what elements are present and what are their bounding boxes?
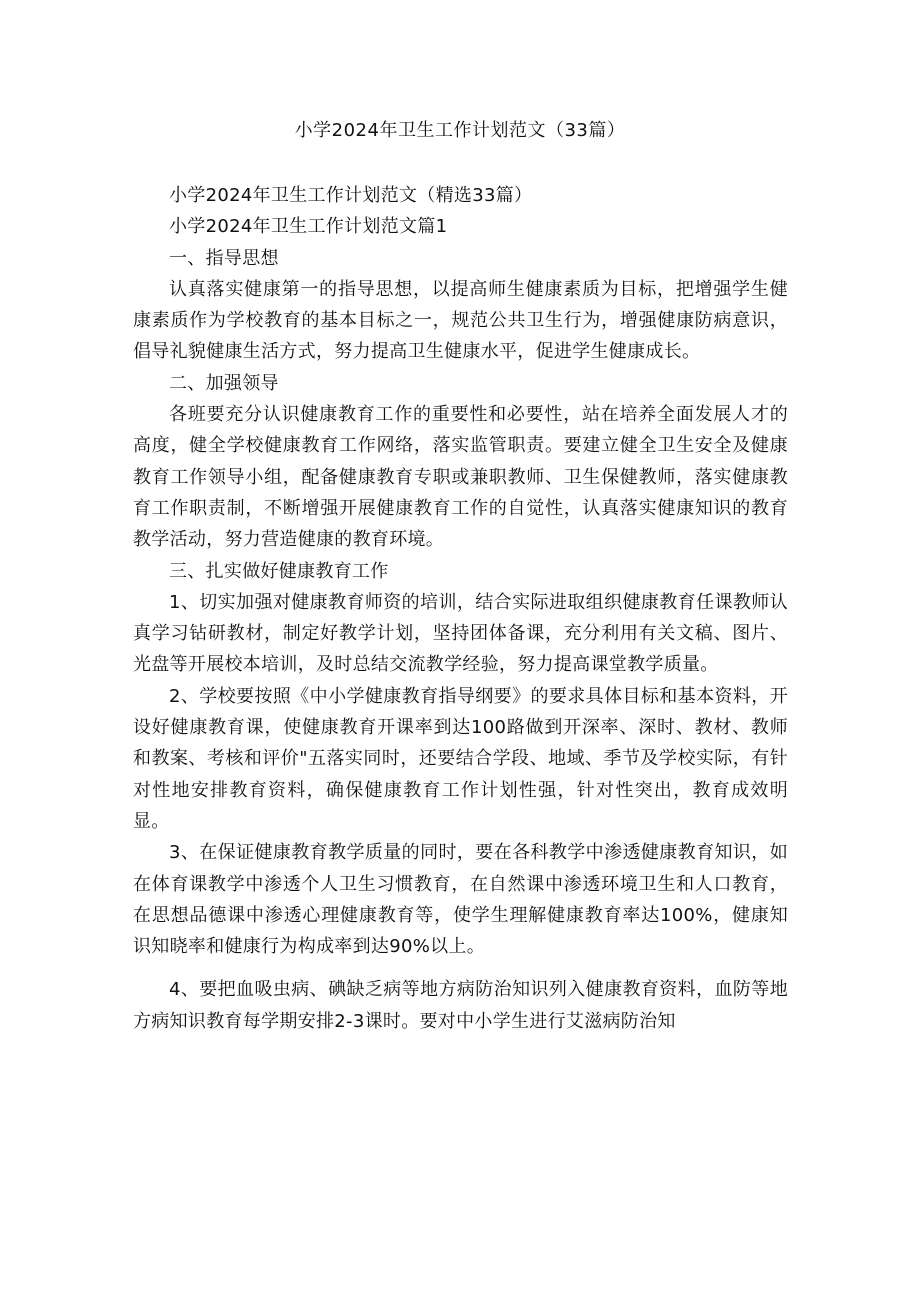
section-heading-2: 二、加强领导 bbox=[169, 372, 279, 394]
section-heading-1: 一、指导思想 bbox=[169, 247, 279, 269]
document-body bbox=[133, 180, 788, 1037]
body-paragraph: 2、学校要按照《中小学健康教育指导纲要》的要求具体目标和基本资料，开设好健康教育课，使健康教育开课率到达100路做到开深率、深时、教材、教师和教案、考核和评价"五落实同时，还要结合学段、地域、季节及学校实际，有针对性地安排教育资料，确保健康教育工作计划性强，针对性突出，教育成效明显。 bbox=[133, 685, 788, 832]
subtitle-paragraph: 小学2024年卫生工作计划范文（精选33篇） bbox=[169, 185, 533, 206]
article-heading: 小学2024年卫生工作计划范文篇1 bbox=[169, 216, 448, 238]
body-paragraph: 4、要把血吸虫病、碘缺乏病等地方病防治知识列入健康教育资料，血防等地方病知识教育每学期安排2-3课时。要对中小学生进行艾滋病防治知 bbox=[133, 979, 788, 1032]
section-heading-3: 三、扎实做好健康教育工作 bbox=[169, 560, 389, 582]
body-paragraph: 认真落实健康第一的指导思想，以提高师生健康素质为目标，把增强学生健康素质作为学校教育的基本目标之一，规范公共卫生行为，增强健康防病意识，倡导礼貌健康生活方式，努力提高卫生健康水平，促进学生健康成长。 bbox=[133, 278, 788, 363]
body-paragraph: 1、切实加强对健康教育师资的培训，结合实际进取组织健康教育任课教师认真学习钻研教材，制定好教学计划，坚持团体备课，充分利用有关文稿、图片、光盘等开展校本培训，及时总结交流教学经验，努力提高课堂教学质量。 bbox=[133, 591, 788, 676]
document-title: 小学2024年卫生工作计划范文（33篇） bbox=[294, 120, 626, 141]
body-paragraph: 各班要充分认识健康教育工作的重要性和必要性，站在培养全面发展人才的高度，健全学校健康教育工作网络，落实监管职责。要建立健全卫生安全及健康教育工作领导小组，配备健康教育专职或兼职教师、卫生保健教师，落实健康教育工作职责制，不断增强开展健康教育工作的自觉性，认真落实健康知识的教育教学活动，努力营造健康的教育环境。 bbox=[133, 404, 788, 551]
body-paragraph: 3、在保证健康教育教学质量的同时，要在各科教学中渗透健康教育知识，如在体育课教学中渗透个人卫生习惯教育，在自然课中渗透环境卫生和人口教育，在思想品德课中渗透心理健康教育等，使学生理解健康教育率达100%，健康知识知晓率和健康行为构成率到达90%以上。 bbox=[133, 842, 788, 958]
